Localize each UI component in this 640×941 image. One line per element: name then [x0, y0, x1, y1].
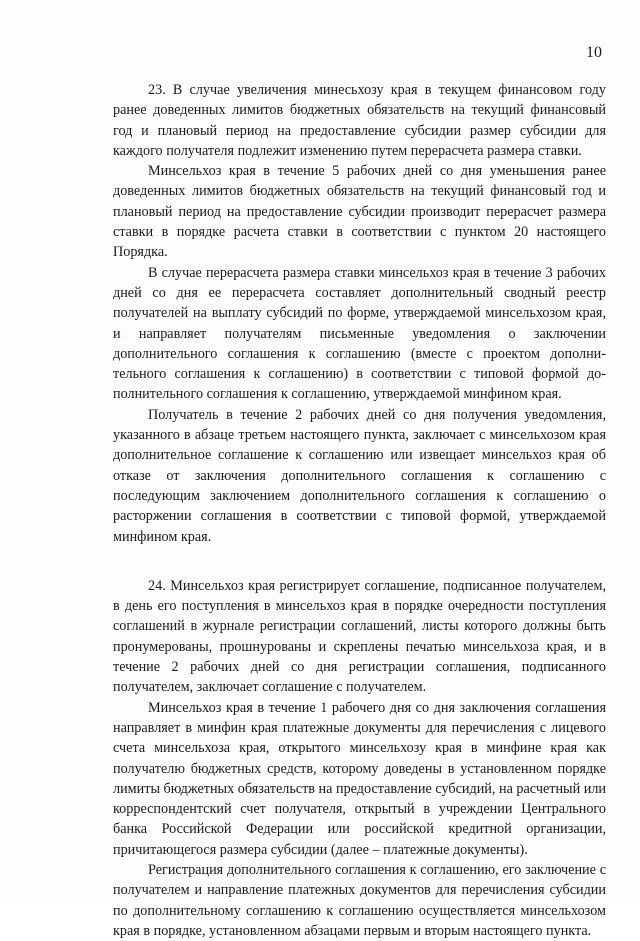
paragraph: Регистрация дополнительного соглашения к соглашению, его заключение с получателем и направление платежных документов для перечисления субсидии по дополнительному соглашению к соглашению осуществляется минсельхозом края в порядке, установленном абзацами первым и вторым настоящего пункта. — [113, 861, 606, 939]
paragraph: Минсельхоз края в течение 1 рабочего дня со дня заключения соглашения направляет в минфин края платежные документы для перечисления с лицевого счета минсельхоза края, открытого минсельхозу края в минфине края как получателю бюджетных средств, которому доведены в установленном порядке лимиты бюджетных обязательств на предоставление субсидий, на расчетный или корреспондентский счет получателя, открытый в учреждении Центрального банка Российской Федерации или российской кредитной организации, причитающегося размера субсидии (далее – платежные документы). — [113, 699, 606, 858]
paragraph: 23. В случае увеличения минесьхозу края в текущем финансовом году ранее доведенных лимитов бюджетных обязательств на текущий финансовый год и плановый период на предоставление субсидии размер субсидии для каждого получателя подлежит изменению путем перерасчета размера ставки. — [113, 82, 606, 159]
section-23 — [113, 80, 606, 547]
section-24 — [113, 576, 606, 941]
paragraph: В случае перерасчета размера ставки минсельхоз края в течение 3 рабочих дней со дня ее перерасчета составляет дополнительный сводный реестр получателей на выплату субсидий по форме, утверждаемой минсельхозом края, и направляет получателям письменные уведомления о заключении дополнительного соглашения к соглашению (вместе с проектом дополнительного соглашения к соглашению) в соответствии с типовой формой дополнительного соглашения к соглашению, утверждаемой минфином края. — [113, 264, 606, 403]
paragraph: 24. Минсельхоз края регистрирует соглашение, подписанное получателем, в день его поступления в минсельхоз края в порядке очередности поступления соглашений в журнале регистрации соглашений, листы которого должны быть пронумерованы, прошнурованы и скреплены печатью минсельхоза края, и в течение 2 рабочих дней со дня регистрации соглашения, подписанного получателем, заключает соглашение с получателем. — [113, 577, 606, 696]
section-spacer — [113, 547, 606, 576]
document-body — [113, 80, 606, 941]
paragraph: Минсельхоз края в течение 5 рабочих дней со дня уменьшения ранее доведенных лимитов бюджетных обязательств на текущий финансовый год и плановый период на предоставление субсидии производит перерасчет размера ставки в порядке расчета ставки в соответствии с пунктом 20 настоящего Порядка. — [113, 163, 606, 261]
page-number: 10 — [586, 44, 602, 61]
paragraph: Получатель в течение 2 рабочих дней со дня получения уведомления, указанного в абзаце третьем настоящего пункта, заключает с минсельхозом края дополнительное соглашение к соглашению или извещает минсельхоз края об отказе от заключения дополнительного соглашения к соглашению с последующим заключением дополнительного соглашения к соглашению о расторжении соглашения в соответствии с типовой формой, утверждаемой минфином края. — [113, 406, 606, 545]
